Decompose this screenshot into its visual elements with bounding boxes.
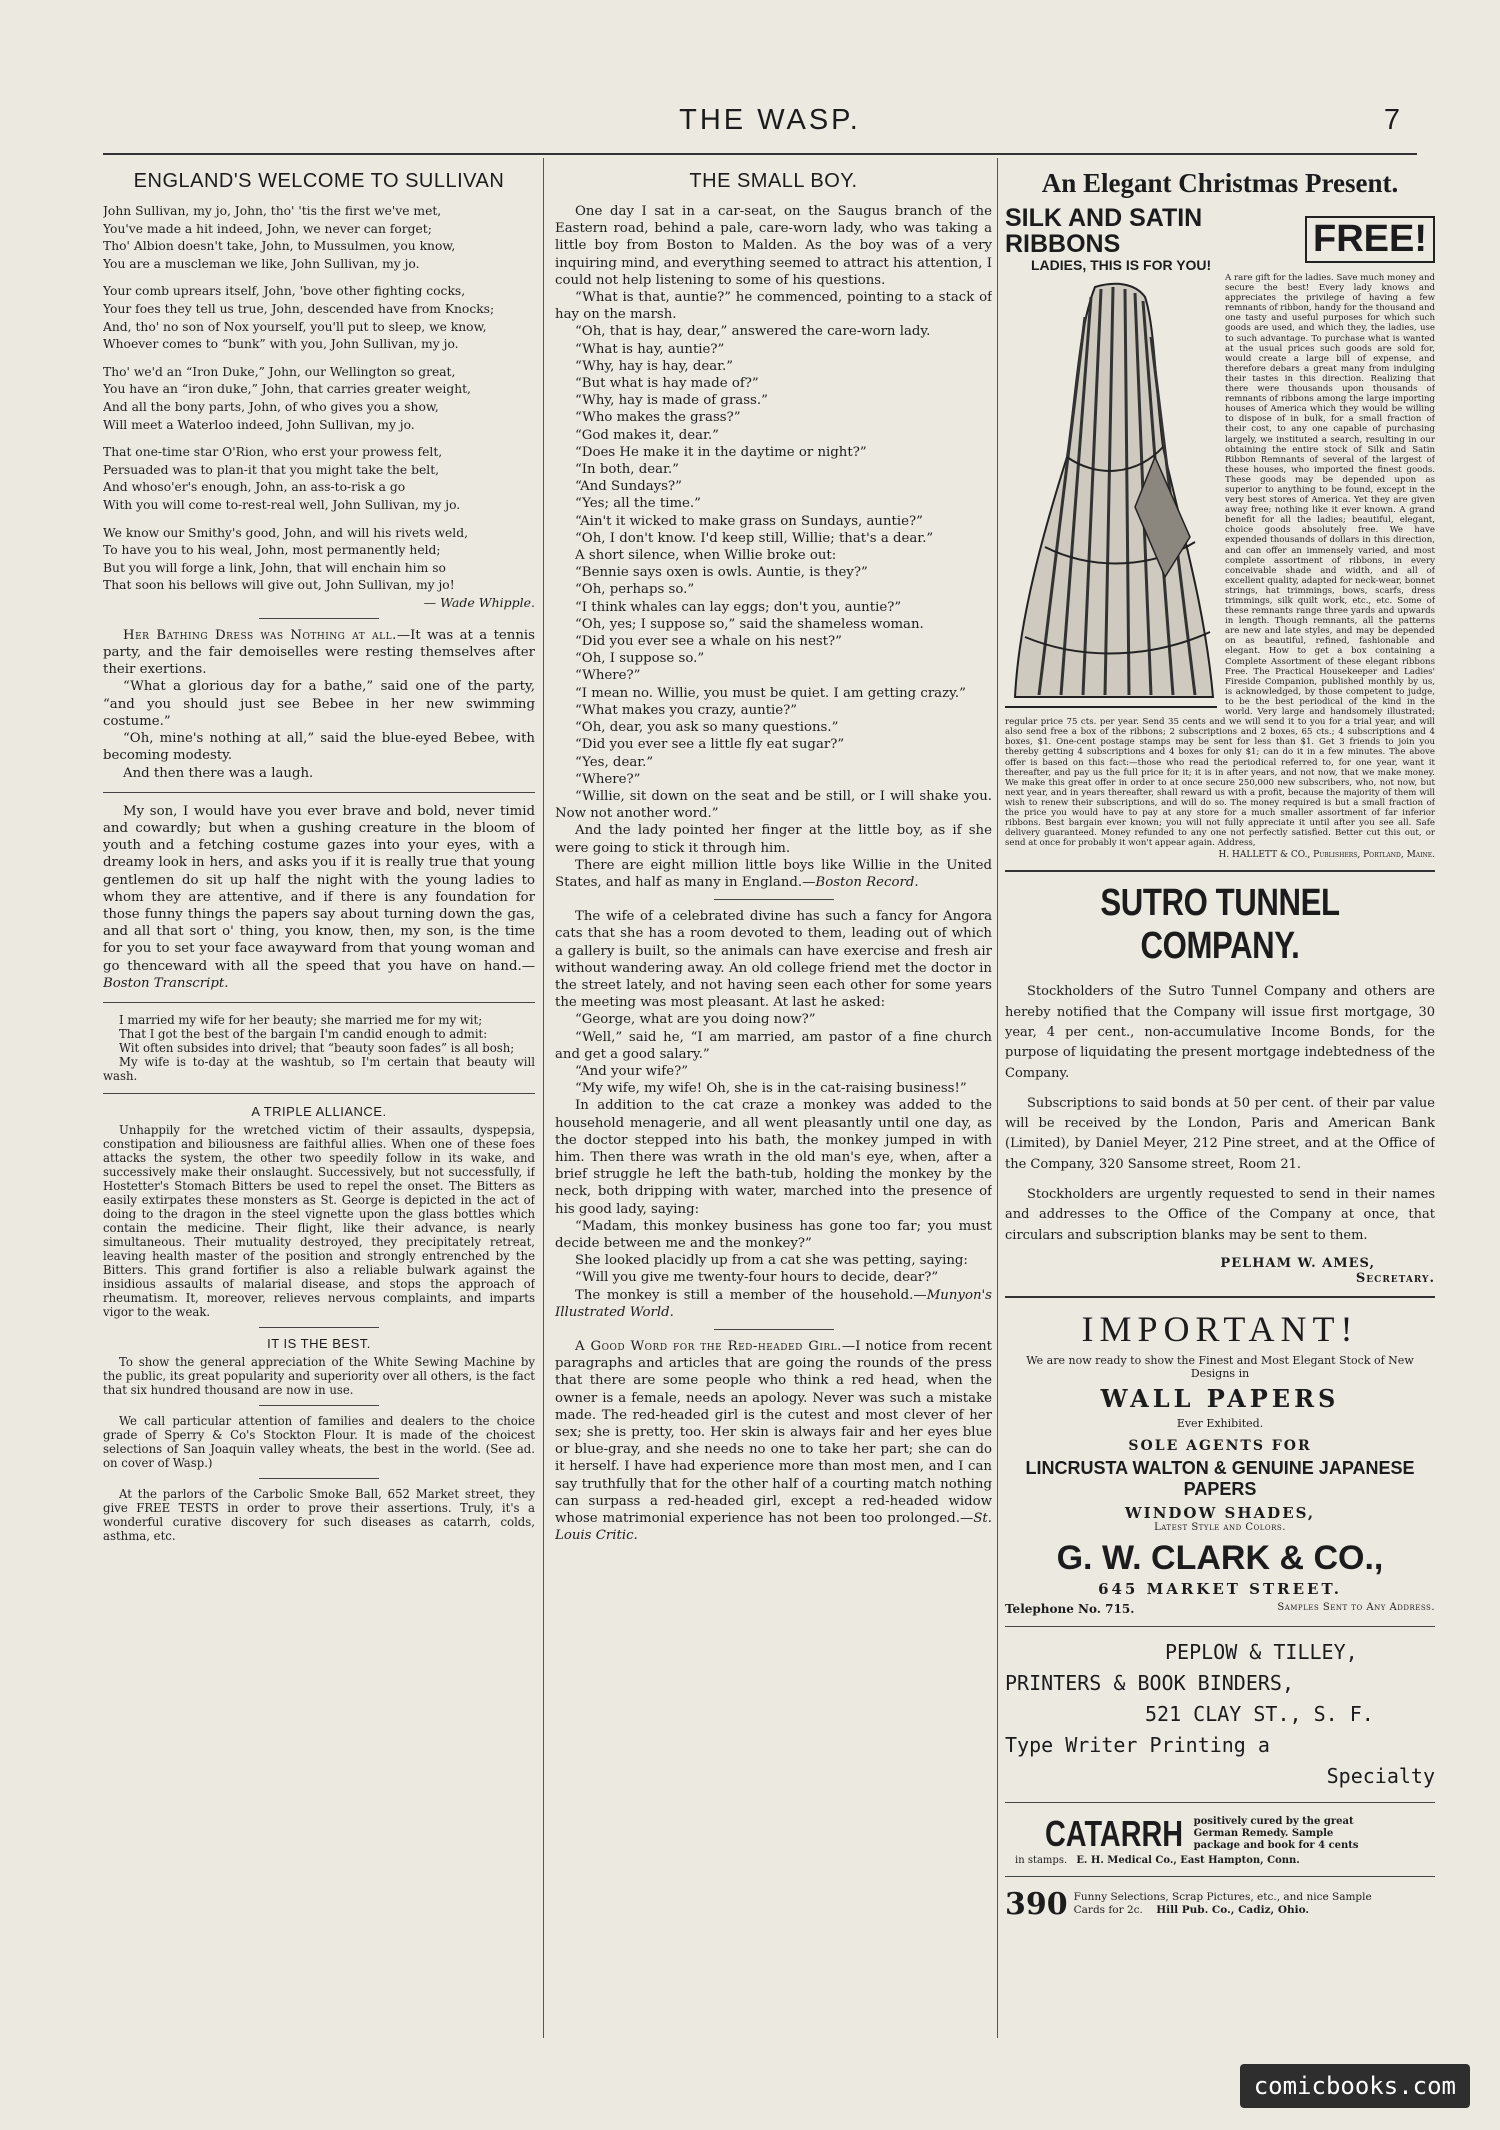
paragraph: “Where?”	[575, 668, 641, 684]
ad-peplow-line: PRINTERS & BOOK BINDERS,	[1005, 1670, 1294, 1695]
ad-ribbons-ladies: LADIES, THIS IS FOR YOU!	[1031, 257, 1212, 273]
masthead-rule	[103, 153, 1417, 155]
masthead	[0, 104, 1500, 144]
divider	[103, 792, 535, 793]
verse-line: My wife is to-day at the washtub, so I'm certain that beauty will wash.	[103, 1054, 535, 1083]
ad-important-title: IMPORTANT!	[1081, 1308, 1359, 1349]
article-source: —Boston Transcript.	[103, 958, 535, 991]
paragraph: “Willie, sit down on the seat and be still, or I will shake you. Now not another word.”	[555, 788, 992, 822]
paragraph: In addition to the cat craze a monkey was added to the household menagerie, and all went pleasantly until one day, as the doctor stepped into his bath, the monkey jumped in with him. Then there was wrath in the old man's eye, when, after a brief struggle he left the bath-tub, holding the monkey by the neck, both dripping with water, marched into the presence of his good lady, saying:	[555, 1098, 992, 1217]
ad-ribbons-body	[1005, 273, 1435, 860]
article-title-triple: A TRIPLE ALLIANCE.	[251, 1103, 387, 1119]
article-title-small-boy: THE SMALL BOY.	[689, 170, 858, 192]
article-title-england: ENGLAND'S WELCOME TO SULLIVAN	[133, 170, 505, 192]
ad-hill-line: Hill Pub. Co., Cadiz, Ohio.	[1156, 1904, 1310, 1917]
paragraph: “Did you ever see a whale on his nest?”	[575, 634, 842, 650]
paragraph: My son, I would have you ever brave and bold, never timid and cowardly; but when a gushing creature in the bloom of youth and a fetching costume gazes into your eyes, with a dreamy look in hers, and asks you if it is really true that young gentlemen do sit up half the night with the young ladies to whom they are attentive, and if there is any foundation for those funny things the papers say about turning down the gas, and all that sort o' thing, you know, then, my son, is the time for you to set your face awayward from that young woman and go thenceward with all the speed that you have on hand.	[103, 803, 535, 974]
paragraph: “My wife, my wife! Oh, she is in the cat-raising business!”	[575, 1081, 967, 1097]
poem-line: And, tho' no son of Nox yourself, you'll put to sleep, we know,	[103, 319, 487, 334]
paragraph: “Oh, mine's nothing at all,” said the blue-eyed Bebee, with becoming modesty.	[103, 731, 535, 764]
ad-free-badge: FREE!	[1305, 216, 1435, 263]
article-source: Boston Record.	[815, 874, 919, 890]
paragraph: —It was at a tennis party, and the fair demoiselles were resting themselves after their exertions.	[103, 627, 535, 678]
ad-peplow-line: Type Writer Printing a	[1005, 1732, 1270, 1757]
paragraph: “Will you give me twenty-four hours to decide, dear?”	[575, 1270, 939, 1286]
ad-peplow-line: Specialty	[1326, 1763, 1435, 1788]
paragraph: “Why, hay is hay, dear.”	[575, 358, 734, 374]
poem-line: You have an “iron duke,” John, that carries greater weight,	[103, 382, 471, 397]
poem-stanza	[103, 444, 535, 514]
article-lead: Her Bathing Dress was Nothing at all.	[123, 627, 397, 643]
ad-catarrh-line: package and book for 4 cents	[1193, 1839, 1359, 1851]
ad-peplow	[1005, 1637, 1435, 1792]
paragraph: Subscriptions to said bonds at 50 per cent. of their par value will be received by the London, Paris and American Bank (Limited), by Daniel Meyer, 212 Pine street, and at the Office of the Company, 320 Sansome street, Room 21.	[1005, 1095, 1435, 1172]
paragraph: “Ain't it wicked to make grass on Sundays, auntie?”	[575, 513, 923, 529]
ad-catarrh	[1045, 1813, 1435, 1855]
article-bathing	[103, 627, 535, 782]
poem-stanza	[103, 525, 535, 595]
paragraph: “Yes; all the time.”	[575, 496, 701, 512]
paragraph: “Oh, perhaps so.”	[575, 582, 695, 598]
poem-line: Tho' we'd an “Iron Duke,” John, our Wellington so great,	[103, 364, 456, 379]
article-source: Munyon's Illustrated World.	[555, 1287, 992, 1320]
column-2	[555, 162, 992, 2062]
masthead-title: THE WASP.	[679, 104, 861, 136]
ribbon-dress-illustration	[1005, 277, 1217, 715]
poem-line: That soon his bellows will give out, John Sullivan, my jo!	[103, 578, 455, 593]
paragraph: Stockholders of the Sutro Tunnel Company and others are hereby notified that the Company will issue first mortgage, 30 year, 4 per cent., non-accumulative Income Bonds, for the purpose of liquidating the present mortgage indebtedness of the Company.	[1005, 984, 1435, 1081]
poem-line: To have you to his weal, John, most permanently held;	[103, 543, 441, 558]
ad-sutro-signer: PELHAM W. AMES,	[1220, 1255, 1375, 1271]
paragraph: “Oh, I don't know. I'd keep still, Willie; that's a dear.”	[575, 530, 934, 546]
poem-line: John Sullivan, my jo, John, tho' 'tis the first we've met,	[103, 204, 442, 218]
paragraph: “Who makes the grass?”	[575, 410, 741, 426]
ad-telephone: Telephone No. 715.	[1005, 1601, 1135, 1616]
article-source: —St. Louis Critic.	[555, 1511, 992, 1544]
article-best	[103, 1355, 535, 1543]
paragraph: “I think whales can lay eggs; don't you, auntie?”	[575, 599, 902, 615]
ad-window-shades: WINDOW SHADES,	[1124, 1503, 1316, 1522]
paragraph: “Oh, yes; I suppose so,” said the shameless woman.	[575, 616, 924, 632]
ad-samples: Samples Sent to Any Address.	[1277, 1601, 1435, 1613]
poem-stanza	[103, 203, 535, 273]
column-1	[103, 162, 535, 2062]
divider	[1005, 1876, 1435, 1877]
verse-line: I married my wife for her beauty; she married me for my wit;	[119, 1012, 483, 1027]
divider	[259, 618, 379, 619]
paragraph: “Well,” said he, “I am married, am pastor of a fine church and get a good salary.”	[555, 1029, 992, 1062]
paragraph: A short silence, when Willie broke out:	[575, 548, 837, 564]
paragraph: Stockholders are urgently requested to send in their names and addresses to the Office of the Company at once, that circulars and subscription blanks may be sent to them.	[1005, 1187, 1435, 1243]
paragraph: Unhappily for the wretched victim of their assaults, dyspepsia, constipation and biliousness are faithful allies. When one of these foes attacks the system, the other two speedily follow in its wake, and successively make their onslaught. Successively, but not successfully, if Hostetter's Stomach Bitters be used to repel the onset. The Bitters as easily extirpates these monsters as St. George is depicted in the act of doing to the dragon in the steel vignette upon the glass bottles which contain the medicine. Their flight, like their advance, is nearly simultaneous. Their mutuality destroyed, they precipitately retreat, leaving health master of the position and strongly entrenched by the Bitters. This grand fortifier is also a reliable bulwark against the insidious assaults of malarial disease, and stops the approach of rheumatism. It, moreover, relieves nervous complaints, and imparts vigor to the weak.	[103, 1122, 535, 1319]
paragraph: “But what is hay made of?”	[575, 376, 759, 392]
column-divider	[997, 158, 998, 2038]
poem-stanza	[103, 364, 535, 434]
ad-clark-street: 645 MARKET STREET.	[1098, 1579, 1342, 1598]
ad-peplow-line: 521 CLAY ST., S. F.	[1145, 1701, 1374, 1726]
paragraph: “Madam, this monkey business has gone too far; you must decide between me and the monkey?”	[555, 1218, 992, 1251]
column-divider	[543, 158, 544, 2038]
paragraph: “Oh, I suppose so.”	[575, 651, 705, 667]
divider	[714, 1329, 834, 1330]
paragraph: And then there was a laugh.	[123, 765, 314, 781]
ad-catarrh-line: positively cured by the great	[1193, 1815, 1354, 1827]
ad-catarrh-line: in stamps.	[1015, 1854, 1068, 1866]
paragraph: “Bennie says oxen is owls. Auntie, is they?”	[575, 565, 868, 581]
ad-ribbons-text: A rare gift for the ladies. Save much money and secure the best! Every lady knows and appreciates the privilege of having a few remnants of ribbon, handy for the thousand and one tasty and useful purposes for which such goods are used, and which they, the ladies, use to such advantage. To purchase what is wanted at the usual prices such goods are sold for, would create a large bill of expense, and therefore debars a great many from indulging their tastes in this direction. Realizing that there were thousands upon thousands of remnants of ribbons among the large importing houses of America which they would be willing to dispose of in bulk, for a small fraction of their cost, to any one capable of purchasing largely, we instituted a search, resulting in our obtaining the entire stock of Silk and Satin Ribbon Remnants of several of the largest of these houses, who imported the finest goods. These goods may be depended upon as superior to anything to be found, except in the very best stores of America. Yet they are given away free; nothing like it ever known. A grand benefit for all the ladies; beautiful, elegant, choice goods absolutely free. We have expended thousands of dollars in this direction, and can offer an immensely varied, and most complete assortment of ribbons, in every conceivable shade and width, and all of excellent quality, adapted for neck-wear, bonnet strings, hat trimmings, bows, scarfs, dress trimmings, silk quilt work, etc., etc. Some of these remnants range three yards and upwards in length. Though remnants, all the patterns are new and late styles, and may be depended on as beautiful, refined, fashionable and elegant. How to get a box containing a Complete Assortment of these elegant ribbons Free. The Practical Housekeeper and Ladies' Fireside Companion, published monthly by us, is acknowledged, by those competent to judge, to be the best periodical of the kind in the world. Very large and handsomely illustrated; regular price 75 cts. per year. Send 35 cents and we will send it to you for a trial year, and will also send free a box of the ribbons; 2 subscriptions and 2 boxes, 65 cts.; 4 subscriptions and 4 boxes, $1. One-cent postage stamps may be sent for less than $1. Get 3 friends to join you thereby getting 4 subscriptions and 4 boxes for only $1; can do it in a few minutes. The above offer is based on this fact:—those who read the periodical referred to, for one year, want it thereafter, and pay us the full price for it; it is in after years, and not now, that we make money. We make this great offer in order to at once secure 250,000 new subscribers, who, not now, but next year, and in years thereafter, shall reward us with a profit, because the majority of them will wish to renew their subscriptions, and will do so. The money required is but a small fraction of the price you would have to pay at any store for a much smaller assortment of far inferior ribbons. Best bargain ever known; you will not fully appreciate it until after you see all. Safe delivery guaranteed. Money refunded to any one not perfectly satisfied. Better cut this out, or send at once for probably it won't appear again. Address,	[1005, 273, 1435, 849]
ad-peplow-line: PEPLOW & TILLEY,	[1165, 1639, 1358, 1664]
poem-line: Your foes they tell us true, John, descended have from Knocks;	[103, 301, 495, 316]
poem-line: And all the bony parts, John, of who gives you a show,	[103, 399, 439, 414]
paragraph: “Oh, dear, you ask so many questions.”	[575, 720, 839, 736]
ad-hill-pub	[1005, 1887, 1435, 1922]
divider	[1005, 870, 1435, 872]
paragraph: “What makes you crazy, auntie?”	[575, 702, 798, 718]
poem-signature: — Wade Whipple.	[423, 594, 535, 610]
ad-christmas-heading: An Elegant Christmas Present.	[1041, 168, 1399, 198]
paragraph: “George, what are you doing now?”	[575, 1012, 816, 1028]
article-red-headed-girl	[555, 1338, 992, 1544]
site-watermark: comicbooks.com	[1240, 2064, 1470, 2108]
poem-line: Your comb uprears itself, John, 'bove other fighting cocks,	[103, 284, 466, 299]
column-3	[1005, 162, 1435, 2062]
ad-ribbons-title: SILK AND SATIN RIBBONS	[1005, 204, 1203, 258]
divider	[103, 1002, 535, 1003]
ad-sole-agents: SOLE AGENTS FOR	[1128, 1437, 1312, 1454]
verse-married	[103, 1013, 535, 1083]
paragraph: The monkey is still a member of the household.—	[575, 1287, 927, 1303]
ad-sutro-role: Secretary.	[1355, 1270, 1435, 1286]
paragraph: One day I sat in a car-seat, on the Saugus branch of the Eastern road, behind a pale, care-worn lady, who was taking a little boy from Boston to Malden. As the boy was of a very inquiring mind, and everything seemed to attract his attention, I could not help listening to some of his questions.	[555, 204, 992, 288]
poem-line: You are a muscleman we like, John Sullivan, my jo.	[103, 256, 420, 271]
article-triple-alliance	[103, 1123, 535, 1319]
paragraph: “Why, hay is made of grass.”	[575, 393, 768, 409]
article-my-son	[103, 803, 535, 992]
divider	[1005, 1296, 1435, 1298]
poem-line: That one-time star O'Rion, who erst your prowess felt,	[103, 445, 443, 460]
ad-latest-style: Latest Style and Colors.	[1154, 1521, 1286, 1533]
paragraph: “In both, dear.”	[575, 462, 679, 478]
poem-line: Whoever comes to “bunk” with you, John Sullivan, my jo.	[103, 337, 459, 352]
paragraph: At the parlors of the Carbolic Smoke Ball, 652 Market street, they give FREE TESTS in order to prove their assertions. Truly, it's a wonderful curative discovery for such diseases as catarrh, colds, asthma, etc.	[103, 1486, 535, 1543]
article-angora	[555, 908, 992, 1321]
poem-line: With you will come to-rest-real well, John Sullivan, my jo.	[103, 497, 461, 512]
ad-sutro-body	[1005, 982, 1435, 1246]
ad-wall-papers: WALL PAPERS	[1100, 1383, 1340, 1413]
paragraph: “Did you ever see a little fly eat sugar?”	[575, 737, 845, 753]
paragraph: “I mean no. Willie, you must be quiet. I am getting crazy.”	[575, 685, 966, 701]
paragraph: “Does He make it in the daytime or night?”	[575, 444, 867, 460]
divider	[714, 899, 834, 900]
paragraph: The wife of a celebrated divine has such a fancy for Angora cats that she has a room devoted to them, leading out of which a gallery is built, so the animals can have exercise and fresh air without wandering away. An old college friend met the doctor in the street lately, and not having seen each other for some years the meeting was most pleasant. At last he asked:	[555, 909, 992, 1011]
paragraph: “God makes it, dear.”	[575, 427, 719, 443]
ad-clark-name: G. W. CLARK & CO.,	[1056, 1538, 1384, 1577]
article-small-boy	[555, 203, 992, 891]
article-title-best: IT IS THE BEST.	[267, 1335, 371, 1351]
ad-exhibited: Ever Exhibited.	[1176, 1416, 1264, 1430]
poem-england	[103, 203, 535, 595]
paragraph: “Oh, that is hay, dear,” answered the care-worn lady.	[575, 324, 931, 340]
article-lead: A Good Word for the Red-headed Girl.	[575, 1339, 842, 1354]
paragraph: “What is hay, auntie?”	[575, 341, 725, 357]
poem-stanza	[103, 283, 535, 353]
paragraph: We call particular attention of families and dealers to the choice grade of Sperry & Co's Stockton Flour. It is made of the choicest selections of San Joaquin valley wheats, the best in the world. (See ad. on cover of Wasp.)	[103, 1413, 535, 1470]
paragraph: “And Sundays?”	[575, 479, 682, 495]
divider	[1005, 1626, 1435, 1627]
divider	[259, 1405, 379, 1406]
divider	[1005, 1802, 1435, 1803]
ad-clark-footer	[1005, 1602, 1435, 1616]
paragraph: “And your wife?”	[575, 1063, 689, 1079]
ad-catarrh-word: CATARRH	[1045, 1812, 1184, 1854]
paragraph: “What a glorious day for a bathe,” said one of the party, “and you should just see Bebee in her new swimming costume.”	[103, 679, 535, 729]
ad-catarrh-text	[1194, 1816, 1359, 1852]
ad-hill-line: Cards for 2c.	[1073, 1904, 1143, 1917]
divider	[103, 1093, 535, 1094]
paragraph: “Yes, dear.”	[575, 754, 654, 770]
poem-line: You've made a hit indeed, John, we never can forget;	[103, 221, 432, 236]
verse-line: That I got the best of the bargain I'm candid enough to admit:	[119, 1026, 488, 1041]
divider	[259, 1327, 379, 1328]
poem-line: We know our Smithy's good, John, and will his rivets weld,	[103, 525, 468, 540]
paragraph: —I notice from recent paragraphs and articles that are going the rounds of the press that there are some people who think a red head, when the owner is a female, needs an apology. Never was such a mistake made. The red-headed girl is the cutest and most clever of her sex; she is pretty, too. Her skin is always fair and her eyes blue or blue-gray, and she needs no one to take her part; she can do it herself. I have had experience more than most men, and I can say truthfully that for the other half of a courting match nothing can surpass a red-headed girl, except a red-headed widow whose matrimonial experience has not been too prolonged.	[555, 1339, 992, 1527]
ad-ribbons-banner	[1005, 205, 1435, 273]
ad-catarrh-line: German Remedy. Sample	[1193, 1827, 1334, 1839]
paragraph: There are eight million little boys like Willie in the United States, and half as many in England.—	[555, 857, 992, 890]
ad-hill-line: Funny Selections, Scrap Pictures, etc., and nice Sample	[1073, 1891, 1372, 1904]
paragraph: She looked placidly up from a cat she was petting, saying:	[575, 1253, 968, 1269]
page-number: 7	[1383, 104, 1400, 136]
ad-ribbons-address: H. HALLETT & CO., Publishers, Portland, Maine.	[1218, 850, 1435, 861]
poem-line: And whoso'er's enough, John, an ass-to-risk a go	[103, 480, 406, 495]
poem-line: Persuaded was to plan-it that you might take the belt,	[103, 462, 440, 477]
ad-catarrh-line: E. H. Medical Co., East Hampton, Conn.	[1076, 1854, 1300, 1866]
paragraph: And the lady pointed her finger at the little boy, as if she were going to stick it through him.	[555, 823, 992, 856]
ad-hill-text	[1074, 1891, 1372, 1917]
paragraph: To show the general appreciation of the White Sewing Machine by the public, its great popularity and superiority over all others, is the fact that six hundred thousand are now in use.	[103, 1354, 535, 1397]
ad-hill-number: 390	[1005, 1886, 1068, 1922]
divider	[259, 1478, 379, 1479]
ad-sutro-title: SUTRO TUNNEL COMPANY.	[1100, 882, 1340, 968]
ad-lincrusta: LINCRUSTA WALTON & GENUINE JAPANESE PAPERS	[1025, 1457, 1415, 1499]
poem-line: But you will forge a link, John, that will enchain him so	[103, 560, 446, 575]
ad-catarrh-footer	[1015, 1855, 1435, 1866]
poem-line: Tho' Albion doesn't take, John, to Mussulmen, you know,	[103, 239, 456, 254]
poem-line: Will meet a Waterloo indeed, John Sullivan, my jo.	[103, 417, 415, 432]
paragraph: “Where?”	[575, 771, 641, 787]
paragraph: “What is that, auntie?” he commenced, pointing to a stack of hay on the marsh.	[555, 290, 992, 323]
ad-important-line: We are now ready to show the Finest and Most Elegant Stock of New Designs in	[1026, 1353, 1414, 1380]
verse-line: Wit often subsides into drivel; that “beauty soon fades” is all bosh;	[119, 1040, 515, 1055]
